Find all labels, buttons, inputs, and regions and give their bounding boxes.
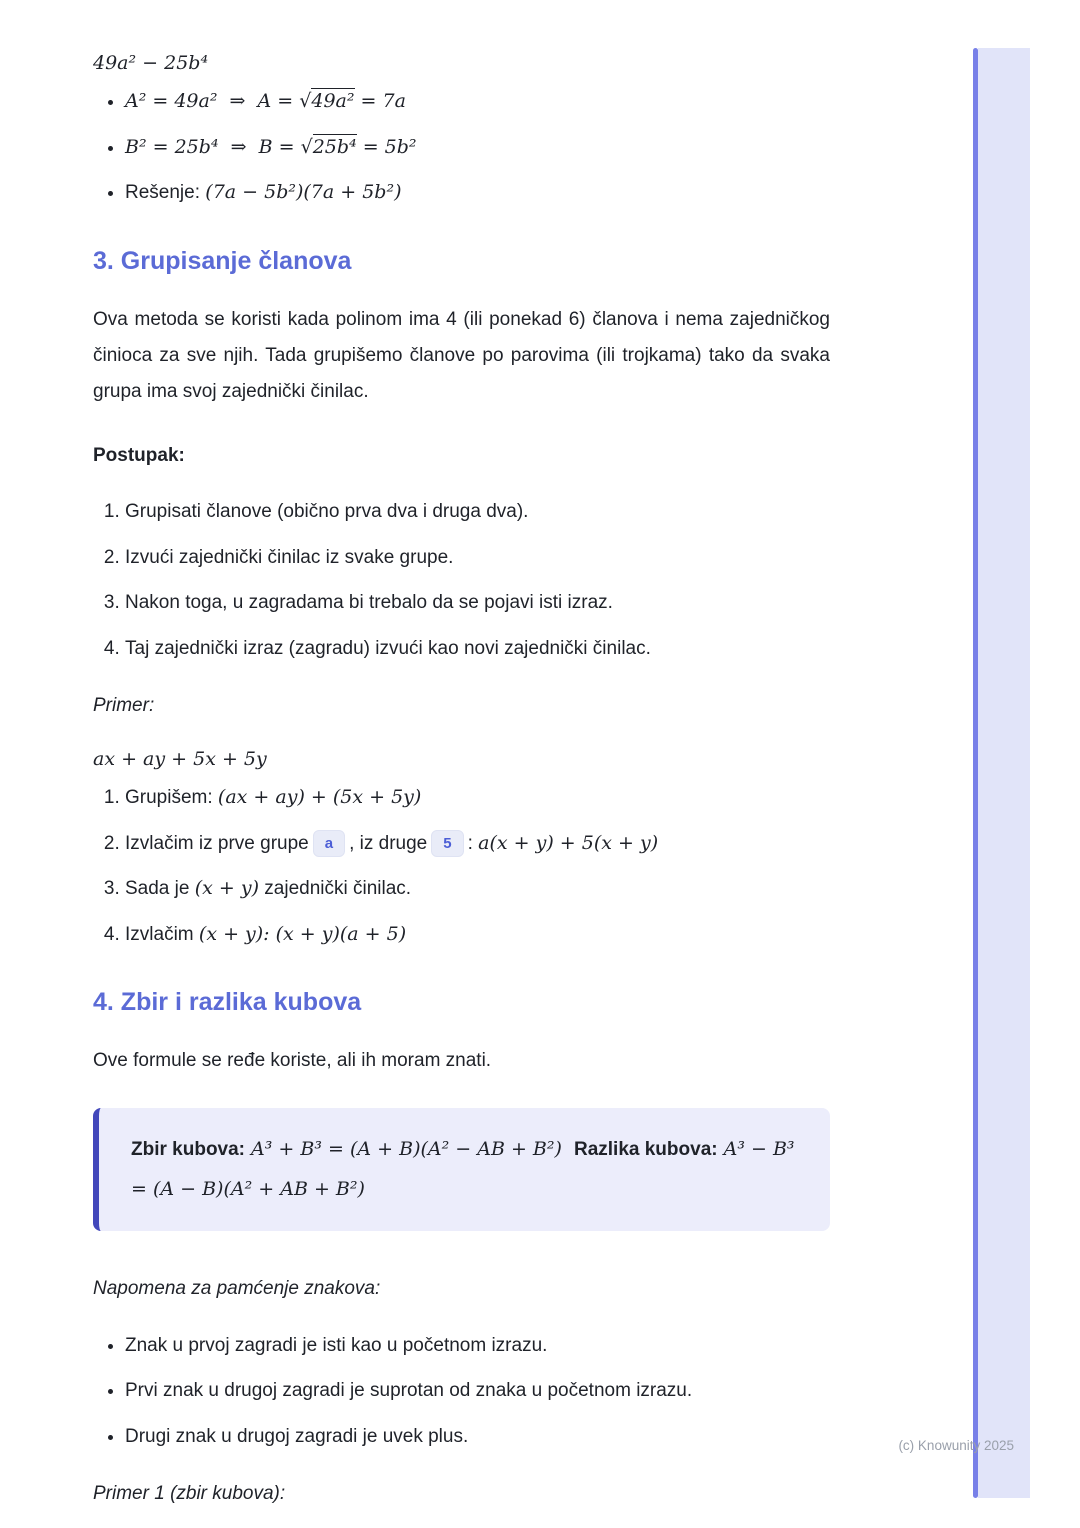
math-text: A² = 49a² ⇒ A =	[125, 90, 300, 112]
example-steps-list	[93, 784, 830, 948]
intro-expression: 49a² − 25b⁴	[93, 52, 209, 74]
step-text: zajednički činilac.	[259, 878, 412, 900]
step-text: , iz druge	[349, 832, 428, 854]
example-step-item	[125, 921, 830, 949]
note-label: Napomena za pamćenje znakova:	[93, 1278, 381, 1300]
scrollbar[interactable]	[973, 48, 1030, 1498]
step-text: Sada je	[125, 878, 195, 900]
section4-paragraph: Ove formule se ređe koriste, ali ih moram znati.	[93, 1050, 492, 1072]
radicand: 25b⁴	[312, 135, 357, 158]
example-step-item	[125, 784, 830, 812]
list-item	[125, 134, 830, 162]
sqrt-symbol: √	[299, 90, 312, 112]
step-item: 3. Nakon toga, u zagradama bi trebalo da se pojavi isti izraz.	[125, 589, 830, 617]
step-text: Izvlačim	[125, 923, 199, 945]
section-heading-4: 4. Zbir i razlika kubova	[93, 988, 362, 1017]
example-step-item	[125, 875, 830, 903]
list-item	[125, 88, 830, 116]
math-text: (7a − 5b²)(7a + 5b²)	[205, 181, 402, 204]
steps-label: Postupak:	[93, 444, 185, 466]
intro-bullet-list	[93, 88, 830, 207]
formula-callout	[93, 1108, 830, 1232]
notes-list	[93, 1332, 830, 1451]
math-text: A³ − B³ = (A − B)(A² + AB + B²)	[131, 1137, 801, 1200]
math-text: a(x + y) + 5(x + y)	[478, 831, 659, 854]
math-text: A³ + B³ = (A + B)(A² − AB + B²)	[245, 1137, 574, 1160]
factor-chip: 5	[431, 830, 463, 857]
copyright-footer: (c) Knowunity 2025	[898, 1438, 1014, 1453]
steps-list	[93, 498, 830, 662]
step-item: 1. Grupisati članove (obično prva dva i druga dva).	[125, 498, 830, 526]
step-label: Grupišem:	[125, 787, 218, 809]
factor-chip: a	[313, 830, 345, 857]
math-text: B² = 25b⁴ ⇒ B =	[125, 135, 301, 158]
step-item: 2. Izvući zajednički činilac iz svake grupe.	[125, 544, 830, 572]
example-label: Primer:	[93, 695, 155, 717]
math-text: (x + y)	[194, 877, 260, 900]
formula-label: Zbir kubova:	[131, 1138, 246, 1160]
step-text: Izvlačim iz prve grupe	[125, 832, 309, 854]
formula-label: Razlika kubova:	[573, 1138, 718, 1160]
note-item: • Znak u prvoj zagradi je isti kao u početnom izrazu.	[125, 1332, 830, 1360]
list-item	[125, 179, 830, 207]
note-item: • Prvi znak u drugoj zagradi je suprotan od znaka u početnom izrazu.	[125, 1377, 830, 1405]
section-heading-3: 3. Grupisanje članova	[93, 246, 352, 275]
section3-paragraph: Ova metoda se koristi kada polinom ima 4 (ili ponekad 6) članova i nema zajedničkog činioca za sve njih. Tada grupišemo članove po parovima (ili trojkama) tako da svaka grupa ima svoj zajednički činilac.	[93, 308, 830, 402]
step-item: 4. Taj zajednički izraz (zagradu) izvući kao novi zajednički činilac.	[125, 635, 830, 663]
example1-label: Primer 1 (zbir kubova):	[93, 1483, 286, 1505]
math-text: (x + y): (x + y)(a + 5)	[198, 922, 407, 945]
math-text: = 5b²	[356, 135, 417, 158]
radicand: 49a²	[311, 90, 355, 112]
solution-label: Rešenje:	[125, 182, 206, 204]
note-item: • Drugi znak u drugoj zagradi je uvek plus.	[125, 1423, 830, 1451]
example-expression: ax + ay + 5x + 5y	[93, 748, 267, 771]
math-text: = 7a	[354, 90, 406, 112]
sqrt-symbol: √	[300, 135, 313, 158]
example-step-item	[125, 830, 830, 858]
step-text: :	[467, 832, 479, 854]
scrollbar-track[interactable]	[978, 48, 1030, 1498]
math-text: (ax + ay) + (5x + 5y)	[217, 786, 422, 809]
